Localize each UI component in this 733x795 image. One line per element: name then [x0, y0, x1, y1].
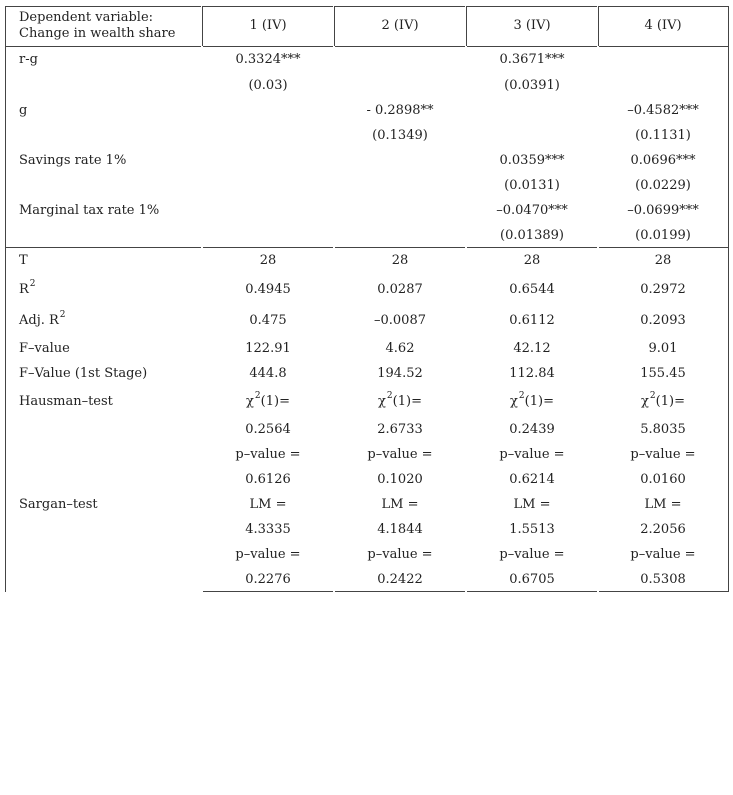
table-cell-value: 0.2972 — [640, 282, 686, 297]
header-top-rule — [599, 6, 728, 7]
header-top-rule — [335, 6, 465, 7]
table-cell — [202, 148, 334, 173]
table-cell-value: p–value = — [235, 546, 301, 562]
table-cell — [334, 198, 466, 223]
table-cell — [466, 542, 598, 567]
table-cell-value: p–value = — [499, 446, 565, 462]
table-cell — [202, 361, 334, 386]
table-cell-value: 0.6544 — [509, 282, 555, 297]
table-cell-value: χ — [510, 393, 518, 409]
table-cell — [202, 467, 334, 492]
table-cell-value: 0.3671*** — [499, 52, 565, 67]
cell-suffix: (1)= — [655, 393, 685, 409]
right-border — [728, 6, 729, 592]
table-cell — [598, 98, 728, 123]
header-column-divider — [202, 6, 203, 46]
header-bottom-rule — [335, 46, 465, 47]
table-cell-value: 0.475 — [249, 313, 287, 328]
table-cell — [334, 98, 466, 123]
table-cell — [334, 467, 466, 492]
column-header-3: 3 (IV) — [513, 18, 551, 33]
row-label — [5, 386, 202, 417]
header-bottom-rule — [467, 46, 597, 47]
table-cell-value: 112.84 — [509, 365, 555, 381]
table-cell: χ $^2$ (1)= — [246, 390, 290, 409]
table-cell-value: 0.0160 — [640, 471, 686, 487]
table-cell-value: p–value = — [367, 546, 433, 562]
table-cell — [334, 123, 466, 148]
table-cell — [334, 417, 466, 442]
table-cell-value: 0.5308 — [640, 571, 686, 587]
table-cell-value: 0.0287 — [377, 282, 423, 297]
row-label — [5, 467, 202, 492]
table-cell — [334, 274, 466, 306]
row-label-text: F–value — [19, 340, 70, 356]
table-cell-value: 9.01 — [648, 340, 678, 356]
table-cell-value: (0.1131) — [635, 127, 691, 143]
table-cell-value: 122.91 — [245, 340, 291, 356]
table-cell-value: (0.01389) — [500, 227, 564, 243]
table-cell — [202, 248, 334, 274]
table-cell — [598, 73, 728, 98]
table-cell-value: 0.6126 — [245, 471, 291, 487]
dependent-variable-header — [5, 6, 202, 46]
table-cell — [202, 306, 334, 336]
section-rule — [203, 247, 333, 248]
header-label-line2: Change in wealth share — [19, 26, 176, 41]
row-label — [5, 248, 202, 274]
table-cell-value: 2.6733 — [377, 421, 423, 437]
row-label-text: g — [19, 102, 28, 118]
table-cell — [202, 98, 334, 123]
table-cell — [466, 567, 598, 592]
row-label — [5, 442, 202, 467]
table-cell — [466, 274, 598, 306]
row-label-text: R — [19, 282, 29, 297]
row-label: Adj. R $^2$ — [19, 310, 66, 328]
table-cell — [598, 336, 728, 361]
row-label — [5, 123, 202, 148]
table-cell-value: 42.12 — [513, 340, 551, 356]
header-top-rule — [5, 6, 201, 7]
table-bottom-rule — [467, 591, 597, 592]
table-cell — [202, 173, 334, 198]
table-cell — [466, 306, 598, 336]
row-label-text: Sargan–test — [19, 496, 98, 512]
table-cell-value: 0.1020 — [377, 471, 423, 487]
table-cell-value: 4.1844 — [377, 521, 423, 537]
section-rule — [335, 247, 465, 248]
table-cell-value: 28 — [391, 253, 409, 268]
row-label — [5, 73, 202, 98]
table-cell-value: 28 — [523, 253, 541, 268]
header-column-divider — [466, 6, 467, 46]
table-cell-value: (0.0131) — [504, 177, 560, 193]
header-bottom-rule — [203, 46, 333, 47]
table-cell: χ $^2$ (1)= — [378, 390, 422, 409]
section-rule — [467, 247, 597, 248]
table-cell: χ $^2$ (1)= — [510, 390, 554, 409]
table-cell — [202, 417, 334, 442]
row-label — [5, 492, 202, 517]
table-bottom-rule — [203, 591, 333, 592]
section-rule — [5, 247, 201, 248]
table-cell-value: 0.2439 — [509, 421, 555, 437]
table-cell-value: 4.62 — [385, 340, 415, 356]
table-cell — [598, 467, 728, 492]
table-cell — [466, 123, 598, 148]
table-cell — [598, 198, 728, 223]
table-cell: χ $^2$ (1)= — [641, 390, 685, 409]
row-label — [5, 198, 202, 223]
table-cell-value: 0.0696*** — [630, 152, 696, 168]
cell-suffix: (1)= — [260, 393, 290, 409]
row-label — [5, 361, 202, 386]
table-cell-value: 0.6705 — [509, 571, 555, 587]
table-cell-value: LM = — [381, 496, 419, 512]
table-cell-value: 2.2056 — [640, 521, 686, 537]
table-cell — [202, 274, 334, 306]
header-column-divider — [598, 6, 599, 46]
table-cell-value: χ — [378, 393, 386, 409]
header-top-rule — [467, 6, 597, 7]
row-label — [5, 47, 202, 73]
table-cell — [202, 123, 334, 148]
table-cell — [598, 248, 728, 274]
table-cell — [598, 517, 728, 542]
table-cell — [466, 148, 598, 173]
row-label — [5, 517, 202, 542]
table-cell — [598, 173, 728, 198]
table-cell — [202, 47, 334, 73]
table-cell-value: 0.6112 — [509, 313, 555, 328]
header-top-rule — [203, 6, 333, 7]
table-cell-value: LM = — [249, 496, 287, 512]
table-cell-value: 0.2093 — [640, 313, 686, 328]
table-cell — [334, 173, 466, 198]
table-cell-value: –0.0470*** — [496, 202, 568, 218]
header-bottom-rule — [5, 46, 201, 47]
table-cell-value: p–value = — [499, 546, 565, 562]
table-cell-value: 28 — [654, 253, 672, 268]
table-cell — [598, 223, 728, 248]
table-cell-value: –0.0087 — [374, 313, 426, 328]
table-cell-value: p–value = — [630, 546, 696, 562]
table-cell-value: 0.4945 — [245, 282, 291, 297]
table-cell — [466, 223, 598, 248]
table-cell — [334, 567, 466, 592]
header-label-line1: Dependent variable: — [19, 10, 154, 25]
table-cell-value: χ — [246, 393, 254, 409]
table-cell-value: 0.2276 — [245, 571, 291, 587]
table-cell — [598, 274, 728, 306]
table-cell — [202, 492, 334, 517]
table-cell-value: 194.52 — [377, 365, 423, 381]
row-label — [5, 173, 202, 198]
table-cell — [598, 492, 728, 517]
table-cell — [202, 517, 334, 542]
table-cell-value: χ — [641, 393, 649, 409]
table-cell-value: 0.6214 — [509, 471, 555, 487]
table-cell-value: 4.3335 — [245, 521, 291, 537]
table-cell — [334, 148, 466, 173]
row-label-text: Hausman–test — [19, 393, 113, 409]
table-cell-value: 444.8 — [249, 365, 287, 381]
table-cell — [334, 47, 466, 73]
table-cell — [334, 73, 466, 98]
row-label-text: Adj. R — [19, 313, 59, 328]
table-cell-value: (0.0199) — [635, 227, 691, 243]
table-bottom-rule — [599, 591, 728, 592]
table-cell — [334, 336, 466, 361]
table-cell-value: (0.0229) — [635, 177, 691, 193]
table-cell — [202, 542, 334, 567]
row-label — [5, 567, 202, 592]
table-cell — [202, 567, 334, 592]
row-label — [5, 417, 202, 442]
table-cell-value: 0.3324*** — [235, 52, 301, 67]
row-label: R $^2$ — [19, 279, 36, 297]
table-cell-value: –0.0699*** — [627, 202, 699, 218]
table-cell — [334, 248, 466, 274]
table-cell-value: (0.0391) — [504, 77, 560, 93]
cell-suffix: (1)= — [392, 393, 422, 409]
table-cell — [466, 361, 598, 386]
row-label — [5, 98, 202, 123]
table-cell-value: –0.4582*** — [627, 102, 699, 118]
table-cell — [466, 492, 598, 517]
table-cell-value: (0.1349) — [372, 127, 428, 143]
table-cell — [466, 173, 598, 198]
table-cell — [466, 73, 598, 98]
table-cell — [334, 306, 466, 336]
table-cell — [598, 47, 728, 73]
table-cell — [598, 361, 728, 386]
table-cell — [202, 223, 334, 248]
table-cell — [202, 442, 334, 467]
table-cell-value: 5.8035 — [640, 421, 686, 437]
table-cell — [466, 517, 598, 542]
table-cell — [598, 306, 728, 336]
row-label — [5, 542, 202, 567]
table-cell — [466, 467, 598, 492]
table-cell — [334, 361, 466, 386]
row-label-text: r-g — [19, 52, 38, 67]
column-header-4: 4 (IV) — [644, 18, 682, 33]
row-label-text: Marginal tax rate 1% — [19, 202, 160, 218]
table-cell — [466, 248, 598, 274]
table-cell — [598, 417, 728, 442]
table-cell — [334, 517, 466, 542]
table-cell-value: p–value = — [235, 446, 301, 462]
table-cell — [334, 492, 466, 517]
column-header-2: 2 (IV) — [381, 18, 419, 33]
table-cell — [466, 47, 598, 73]
table-cell — [202, 73, 334, 98]
table-cell — [598, 567, 728, 592]
table-cell-value: 1.5513 — [509, 521, 555, 537]
table-cell — [466, 417, 598, 442]
table-cell — [598, 148, 728, 173]
table-cell-value: LM = — [644, 496, 682, 512]
table-cell-value: p–value = — [367, 446, 433, 462]
table-cell-value: 28 — [259, 253, 277, 268]
table-cell — [334, 442, 466, 467]
table-cell-value: - 0.2898** — [366, 102, 434, 118]
cell-suffix: (1)= — [524, 393, 554, 409]
table-cell — [598, 123, 728, 148]
table-cell-value: 0.2564 — [245, 421, 291, 437]
row-label — [5, 148, 202, 173]
left-border — [5, 6, 6, 592]
table-cell — [598, 442, 728, 467]
table-cell — [334, 223, 466, 248]
header-column-divider — [334, 6, 335, 46]
row-label-text: Savings rate 1% — [19, 152, 127, 168]
row-label — [5, 223, 202, 248]
table-cell — [202, 198, 334, 223]
table-cell — [466, 98, 598, 123]
section-rule — [599, 247, 728, 248]
table-cell-value: LM = — [513, 496, 551, 512]
table-cell-value: 155.45 — [640, 365, 686, 381]
row-label — [5, 336, 202, 361]
table-cell-value: 0.0359*** — [499, 152, 565, 168]
table-cell-value: (0.03) — [248, 77, 288, 93]
table-cell — [466, 336, 598, 361]
table-cell — [466, 442, 598, 467]
table-cell — [334, 542, 466, 567]
table-cell — [202, 336, 334, 361]
table-bottom-rule — [335, 591, 465, 592]
table-cell-value: p–value = — [630, 446, 696, 462]
row-label-text: F–Value (1st Stage) — [19, 365, 148, 381]
table-cell — [466, 198, 598, 223]
row-label-text: T — [19, 253, 28, 268]
header-bottom-rule — [599, 46, 728, 47]
column-header-1: 1 (IV) — [249, 18, 287, 33]
table-cell-value: 0.2422 — [377, 571, 423, 587]
table-cell — [598, 542, 728, 567]
